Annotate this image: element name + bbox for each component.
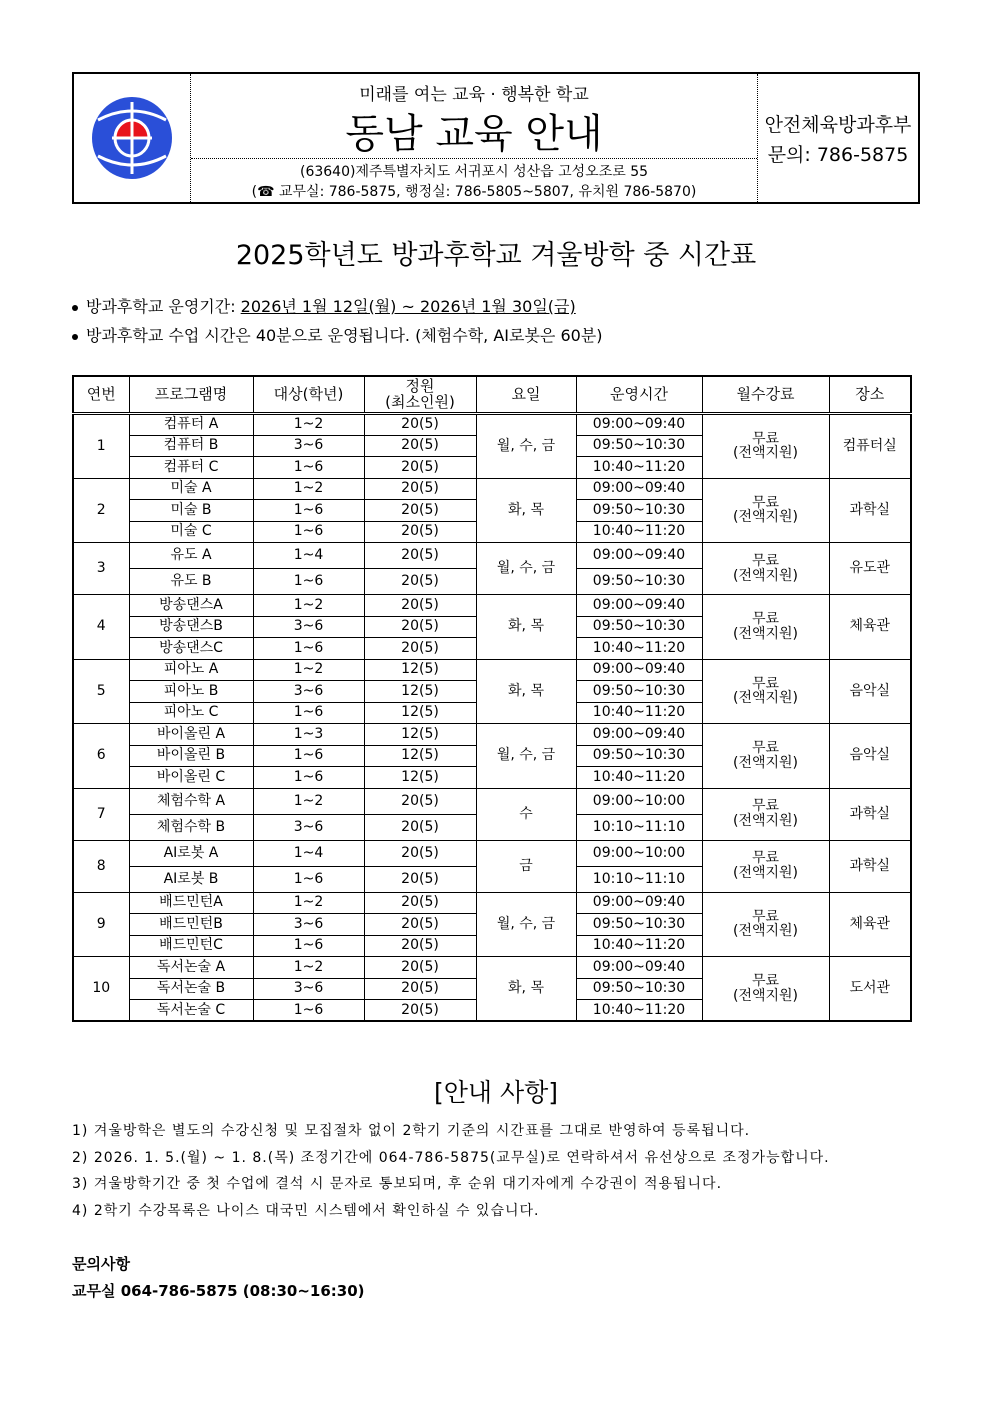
cell-place: 음악실 (829, 659, 911, 724)
cell-capacity: 20(5) (364, 543, 476, 569)
cell-capacity: 20(5) (364, 478, 476, 500)
cell-days: 월, 수, 금 (476, 724, 576, 789)
cell-program: 바이올린 B (129, 745, 253, 767)
cell-program: 컴퓨터 C (129, 457, 253, 479)
cell-grade: 3~6 (253, 914, 364, 936)
cell-number: 7 (73, 788, 129, 840)
cell-capacity: 20(5) (364, 521, 476, 543)
cell-number: 2 (73, 478, 129, 543)
table-row (73, 788, 911, 814)
cell-time: 10:10~11:10 (576, 866, 702, 892)
bullet-period: 방과후학교 운영기간: 2026년 1월 12일(월) ~ 2026년 1월 30일(금) (72, 294, 576, 317)
cell-fee: 무료 (전액지원) (702, 543, 829, 595)
cell-grade: 3~6 (253, 616, 364, 638)
cell-program: AI로봇 A (129, 840, 253, 866)
department: 안전체육방과후부 (764, 114, 912, 136)
cell-capacity: 20(5) (364, 840, 476, 866)
period-value: 2026년 1월 12일(월) ~ 2026년 1월 30일(금) (240, 297, 576, 316)
cell-time: 09:00~09:40 (576, 957, 702, 979)
cell-capacity: 20(5) (364, 1000, 476, 1022)
letterhead-title: 동남 교육 안내 (345, 111, 603, 157)
cell-grade: 1~6 (253, 521, 364, 543)
cell-program: 유도 A (129, 543, 253, 569)
cell-place: 유도관 (829, 543, 911, 595)
school-logo (74, 74, 191, 202)
notice-item: 2) 2026. 1. 5.(월) ~ 1. 8.(목) 조정기간에 064-786-5875(교무실)로 연락하셔서 유선상으로 조정가능합니다. (72, 1150, 830, 1166)
cell-program: 피아노 C (129, 702, 253, 724)
cell-time: 10:40~11:20 (576, 1000, 702, 1022)
cell-grade: 1~4 (253, 840, 364, 866)
cell-program: 방송댄스B (129, 616, 253, 638)
cell-place: 음악실 (829, 724, 911, 789)
cell-grade: 1~2 (253, 892, 364, 914)
cell-grade: 1~6 (253, 1000, 364, 1022)
cell-program: 체험수학 A (129, 788, 253, 814)
cell-grade: 1~6 (253, 767, 364, 789)
cell-program: 배드민턴C (129, 935, 253, 957)
table-row (73, 478, 911, 500)
cell-grade: 1~6 (253, 500, 364, 522)
cell-fee: 무료 (전액지원) (702, 659, 829, 724)
cell-capacity: 20(5) (364, 638, 476, 660)
cell-number: 3 (73, 543, 129, 595)
cell-program: 바이올린 A (129, 724, 253, 746)
school-emblem-icon (90, 96, 174, 180)
cell-number: 9 (73, 892, 129, 957)
cell-grade: 1~2 (253, 478, 364, 500)
cell-program: 체험수학 B (129, 814, 253, 840)
cell-days: 금 (476, 840, 576, 892)
cell-program: 미술 C (129, 521, 253, 543)
cell-program: AI로봇 B (129, 866, 253, 892)
cell-place: 과학실 (829, 840, 911, 892)
cell-time: 09:00~09:40 (576, 414, 702, 436)
cell-time: 09:50~10:30 (576, 914, 702, 936)
cell-program: 배드민턴A (129, 892, 253, 914)
cell-time: 09:50~10:30 (576, 435, 702, 457)
cell-place: 체육관 (829, 595, 911, 660)
cell-grade: 1~6 (253, 569, 364, 595)
cell-grade: 1~6 (253, 638, 364, 660)
cell-number: 6 (73, 724, 129, 789)
table-row (73, 595, 911, 617)
cell-fee: 무료 (전액지원) (702, 840, 829, 892)
cell-time: 09:00~09:40 (576, 724, 702, 746)
cell-days: 수 (476, 788, 576, 840)
cell-capacity: 12(5) (364, 681, 476, 703)
cell-program: 피아노 A (129, 659, 253, 681)
column-header: 월수강료 (702, 376, 829, 414)
cell-days: 화, 목 (476, 659, 576, 724)
cell-capacity: 20(5) (364, 616, 476, 638)
table-row (73, 414, 911, 436)
table-row (73, 892, 911, 914)
cell-number: 5 (73, 659, 129, 724)
cell-time: 10:10~11:10 (576, 814, 702, 840)
cell-capacity: 20(5) (364, 892, 476, 914)
cell-grade: 1~2 (253, 957, 364, 979)
cell-program: 미술 B (129, 500, 253, 522)
cell-days: 화, 목 (476, 595, 576, 660)
cell-grade: 1~6 (253, 702, 364, 724)
document-title: 2025학년도 방과후학교 겨울방학 중 시간표 (235, 240, 757, 271)
column-header: 장소 (829, 376, 911, 414)
cell-grade: 1~6 (253, 866, 364, 892)
cell-capacity: 20(5) (364, 435, 476, 457)
cell-grade: 1~2 (253, 414, 364, 436)
cell-program: 방송댄스C (129, 638, 253, 660)
cell-program: 독서논술 A (129, 957, 253, 979)
cell-time: 09:00~10:00 (576, 788, 702, 814)
cell-days: 월, 수, 금 (476, 543, 576, 595)
cell-capacity: 20(5) (364, 457, 476, 479)
cell-capacity: 20(5) (364, 978, 476, 1000)
cell-number: 4 (73, 595, 129, 660)
cell-capacity: 12(5) (364, 724, 476, 746)
cell-days: 월, 수, 금 (476, 892, 576, 957)
cell-place: 도서관 (829, 957, 911, 1022)
cell-time: 09:50~10:30 (576, 616, 702, 638)
cell-place: 체육관 (829, 892, 911, 957)
cell-grade: 1~6 (253, 457, 364, 479)
notice-item: 4) 2학기 수강목록은 나이스 대국민 시스템에서 확인하실 수 있습니다. (72, 1203, 540, 1219)
cell-time: 10:40~11:20 (576, 702, 702, 724)
table-row (73, 840, 911, 866)
cell-time: 09:00~09:40 (576, 595, 702, 617)
cell-time: 09:50~10:30 (576, 745, 702, 767)
column-header: 요일 (476, 376, 576, 414)
cell-time: 09:00~09:40 (576, 659, 702, 681)
column-header: 연번 (73, 376, 129, 414)
cell-days: 화, 목 (476, 957, 576, 1022)
table-row (73, 724, 911, 746)
cell-capacity: 12(5) (364, 767, 476, 789)
cell-grade: 1~6 (253, 745, 364, 767)
cell-program: 배드민턴B (129, 914, 253, 936)
address: (63640)제주특별자치도 서귀포시 성산읍 고성오조로 55 (299, 164, 649, 180)
cell-fee: 무료 (전액지원) (702, 595, 829, 660)
cell-grade: 3~6 (253, 814, 364, 840)
cell-time: 09:00~10:00 (576, 840, 702, 866)
cell-grade: 1~6 (253, 935, 364, 957)
cell-grade: 1~2 (253, 788, 364, 814)
table-row (73, 543, 911, 569)
cell-number: 1 (73, 414, 129, 479)
department-contact: 문의: 786-5875 (767, 144, 909, 166)
cell-capacity: 20(5) (364, 914, 476, 936)
timetable (72, 375, 912, 1022)
column-header: 대상(학년) (253, 376, 364, 414)
notice-title: [안내 사항] (433, 1078, 559, 1107)
cell-grade: 3~6 (253, 435, 364, 457)
cell-time: 10:40~11:20 (576, 638, 702, 660)
cell-time: 09:50~10:30 (576, 500, 702, 522)
cell-time: 09:50~10:30 (576, 569, 702, 595)
cell-program: 바이올린 C (129, 767, 253, 789)
cell-time: 09:50~10:30 (576, 681, 702, 703)
contact-line: 교무실 064-786-5875 (08:30~16:30) (72, 1282, 365, 1300)
cell-fee: 무료 (전액지원) (702, 478, 829, 543)
cell-grade: 3~6 (253, 978, 364, 1000)
cell-time: 10:40~11:20 (576, 457, 702, 479)
cell-time: 09:50~10:30 (576, 978, 702, 1000)
bullet-class-time: 방과후학교 수업 시간은 40분으로 운영됩니다. (체험수학, AI로봇은 60분) (72, 323, 603, 346)
cell-program: 유도 B (129, 569, 253, 595)
cell-capacity: 20(5) (364, 866, 476, 892)
cell-capacity: 20(5) (364, 814, 476, 840)
cell-fee: 무료 (전액지원) (702, 788, 829, 840)
letterhead (72, 72, 920, 204)
cell-place: 과학실 (829, 478, 911, 543)
cell-fee: 무료 (전액지원) (702, 724, 829, 789)
cell-place: 과학실 (829, 788, 911, 840)
cell-capacity: 12(5) (364, 745, 476, 767)
cell-program: 방송댄스A (129, 595, 253, 617)
cell-capacity: 20(5) (364, 935, 476, 957)
cell-capacity: 20(5) (364, 500, 476, 522)
phone-numbers: (☎ 교무실: 786-5875, 행정실: 786-5805~5807, 유치원 786-5870) (251, 184, 697, 200)
cell-time: 09:00~09:40 (576, 892, 702, 914)
cell-capacity: 20(5) (364, 957, 476, 979)
cell-days: 월, 수, 금 (476, 414, 576, 479)
cell-capacity: 20(5) (364, 414, 476, 436)
cell-grade: 1~3 (253, 724, 364, 746)
notice-item: 1) 겨울방학은 별도의 수강신청 및 모집절차 없이 2학기 기준의 시간표를 그대로 반영하여 등록됩니다. (72, 1123, 751, 1139)
cell-program: 컴퓨터 A (129, 414, 253, 436)
column-header: 운영시간 (576, 376, 702, 414)
cell-number: 10 (73, 957, 129, 1022)
table-row (73, 957, 911, 979)
slogan: 미래를 여는 교육 · 행복한 학교 (359, 85, 589, 105)
cell-program: 미술 A (129, 478, 253, 500)
cell-grade: 1~2 (253, 659, 364, 681)
contact-heading: 문의사항 (72, 1255, 130, 1273)
cell-time: 10:40~11:20 (576, 521, 702, 543)
cell-program: 피아노 B (129, 681, 253, 703)
cell-capacity: 12(5) (364, 702, 476, 724)
cell-time: 10:40~11:20 (576, 767, 702, 789)
cell-number: 8 (73, 840, 129, 892)
cell-capacity: 12(5) (364, 659, 476, 681)
column-header: 프로그램명 (129, 376, 253, 414)
cell-capacity: 20(5) (364, 788, 476, 814)
cell-capacity: 20(5) (364, 595, 476, 617)
notice-item: 3) 겨울방학기간 중 첫 수업에 결석 시 문자로 통보되며, 후 순위 대기자에게 수강권이 적용됩니다. (72, 1176, 723, 1192)
cell-fee: 무료 (전액지원) (702, 957, 829, 1022)
cell-time: 09:00~09:40 (576, 478, 702, 500)
cell-grade: 1~2 (253, 595, 364, 617)
column-header: 정원 (최소인원) (364, 376, 476, 414)
cell-days: 화, 목 (476, 478, 576, 543)
cell-capacity: 20(5) (364, 569, 476, 595)
cell-grade: 1~4 (253, 543, 364, 569)
cell-program: 컴퓨터 B (129, 435, 253, 457)
cell-fee: 무료 (전액지원) (702, 414, 829, 479)
cell-program: 독서논술 B (129, 978, 253, 1000)
cell-time: 09:00~09:40 (576, 543, 702, 569)
table-row (73, 659, 911, 681)
cell-place: 컴퓨터실 (829, 414, 911, 479)
cell-program: 독서논술 C (129, 1000, 253, 1022)
cell-grade: 3~6 (253, 681, 364, 703)
cell-fee: 무료 (전액지원) (702, 892, 829, 957)
cell-time: 10:40~11:20 (576, 935, 702, 957)
